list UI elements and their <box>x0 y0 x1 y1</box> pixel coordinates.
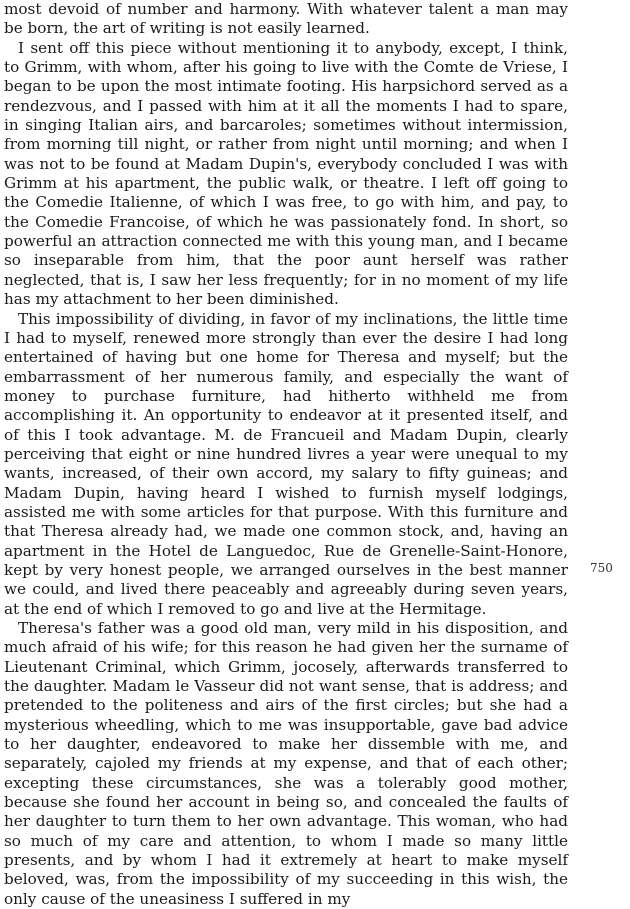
paragraph-2: I sent off this piece without mentioning it to anybody, except, I think, to Grimm, with whom, after his going to live with the Comte de Vriese, I began to be upon the most intimate footing. His harpsichord served as a rendezvous, and I passed with him at it all the moments I had to spare, in singing Italian airs, and barcaroles; sometimes without intermission, from morning till night, or rather from night until morning; and when I was not to be found at Madam Dupin's, everybody concluded I was with Grimm at his apartment, the public walk, or theatre. I left off going to the Comedie Italienne, of which I was free, to go with him, and pay, to the Comedie Francoise, of which he was passionately fond. In short, so powerful an attraction connected me with this young man, and I became so inseparable from him, that the poor aunt herself was rather neglected, that is, I saw her less frequently; for in no moment of my life has my attachment to her been diminished. <box>4 38 568 309</box>
paragraph-4: Theresa's father was a good old man, very mild in his disposition, and much afraid of his wife; for this reason he had given her the surname of Lieutenant Criminal, which Grimm, jocosely, afterwards transferred to the daughter. Madam le Vasseur did not want sense, that is address; and pretended to the politeness and airs of the first circles; but she had a mysterious wheedling, which to me was insupportable, gave bad advice to her daughter, endeavored to make her dissemble with me, and separately, cajoled my friends at my expense, and that of each other; excepting these circumstances, she was a tolerably good mother, because she found her account in being so, and concealed the faults of her daughter to turn them to her own advantage. This woman, who had so much of my care and attention, to whom I made so many little presents, and by whom I had it extremely at heart to make myself beloved, was, from the impossibility of my succeeding in this wish, the only cause of the uneasiness I suffered in my <box>4 619 568 908</box>
paragraph-3: This impossibility of dividing, in favor of my inclinations, the little time I had to myself, renewed more strongly than ever the desire I had long entertained of having but one home for Theresa and myself; but the embarrassment of her numerous family, and especially the want of money to purchase furniture, had hitherto withheld me from accomplishing it. An opportunity to endeavor at it presented itself, and of this I took advantage. M. de Francueil and Madam Dupin, clearly perceiving that eight or nine hundred livres a year were unequal to my wants, increased, of their own accord, my salary to fifty guineas; and Madam Dupin, having heard I wished to furnish myself lodgings, assisted me with some articles for that purpose. With this furniture and that Theresa already had, we made one common stock, and, having an apartment in the Hotel de Languedoc, Rue de Grenelle-Saint-Honore, kept by very honest people, we arranged ourselves in the best manner we could, and lived there peaceably and agreeably during seven years, at the end of which I removed to go and live at the Hermitage. <box>4 309 568 618</box>
paragraph-1: most devoid of number and harmony. With whatever talent a man may be born, the art of writing is not easily learned. <box>4 0 568 38</box>
page-number: 750 <box>590 561 613 575</box>
page-body <box>4 0 568 909</box>
